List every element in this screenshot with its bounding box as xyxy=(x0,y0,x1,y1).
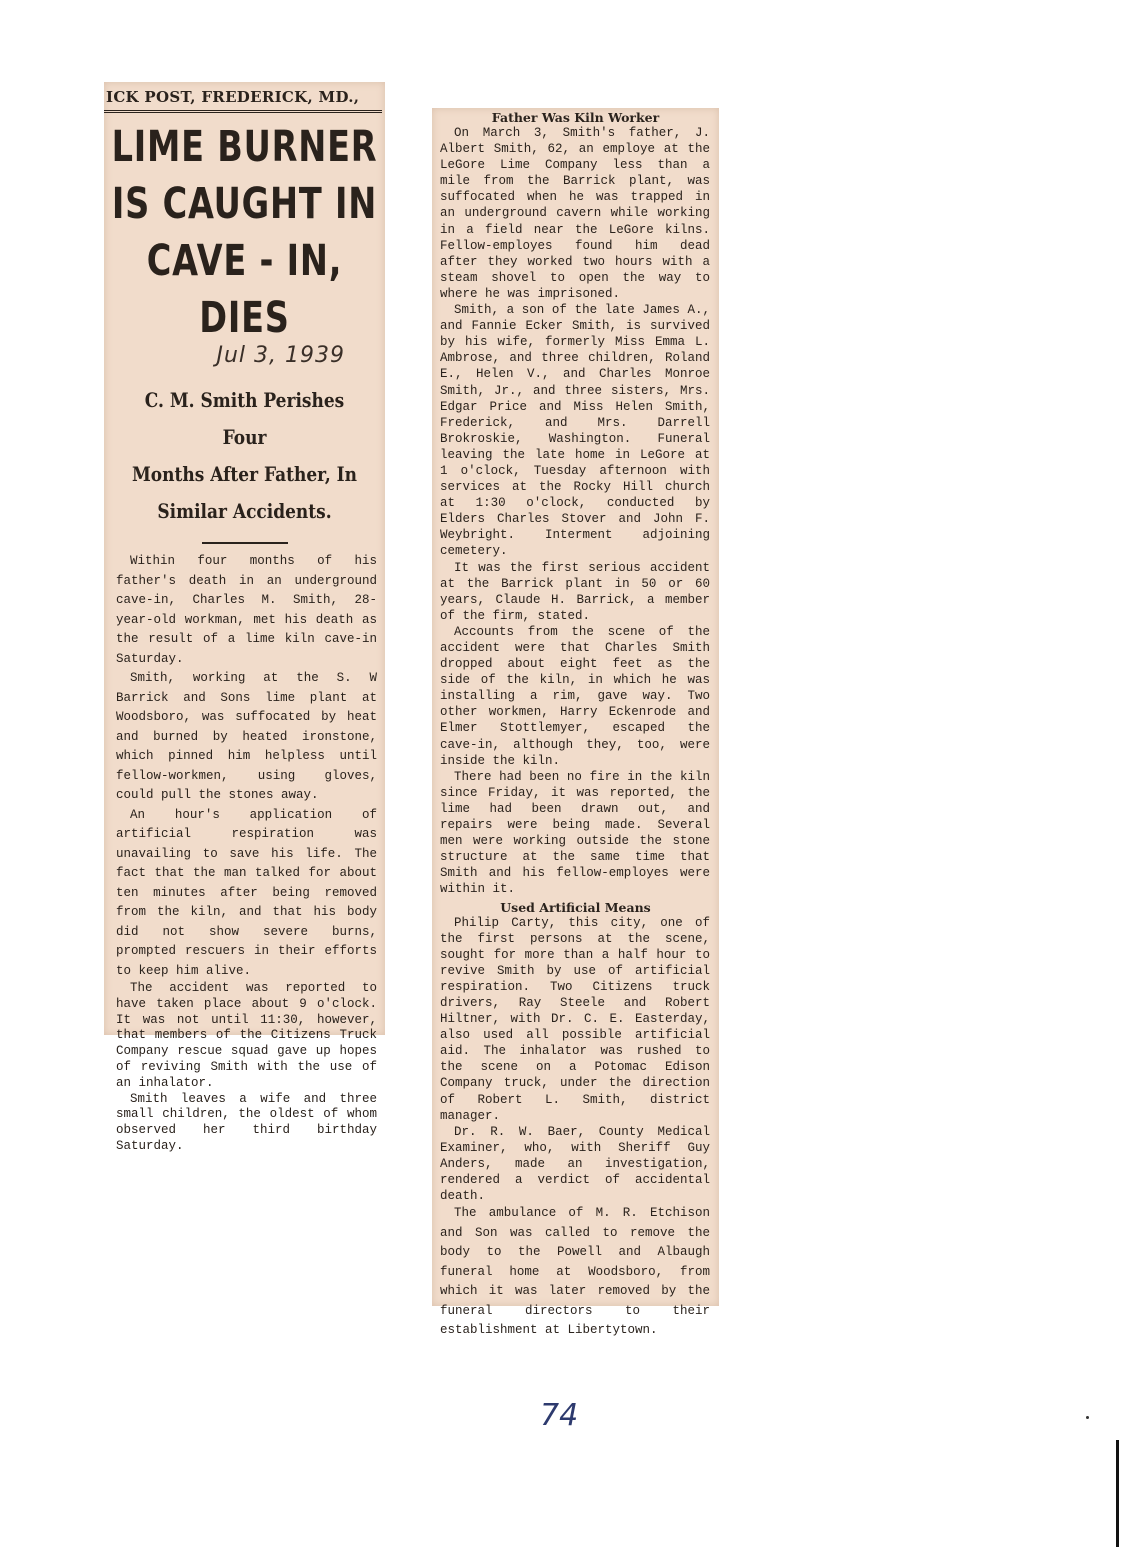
paragraph: Smith, a son of the late James A., and Fannie Ecker Smith, is survived by his wife, formerly Miss Emma L. Ambrose, and three children, Roland E., Helen V., and Charles Monroe Smith, Jr., and three sisters, Mrs. Edgar Price and Miss Helen Smith, Frederick, and Mrs. Darrell Brokroskie, Washington. Funeral leaving the late home in LeGore at 1 o'clock, Tuesday afternoon with services at the Rocky Hill church at 1:30 o'clock, conducted by Elders Charles Stover and John F. Weybright. Interment adjoining cemetery. xyxy=(440,303,710,559)
right-clipping xyxy=(432,108,719,1338)
subhead-line: Months After Father, In xyxy=(131,462,358,486)
paragraph: Accounts from the scene of the accident were that Charles Smith dropped about eight feet as the side of the kiln, in which he was installing a rim, gave way. Two other workmen, Harry Eckenrode and Elmer Stottlemyer, escaped the cave-in, although they, too, were inside the kiln. xyxy=(440,624,710,768)
paragraph: Dr. R. W. Baer, County Medical Examiner, who, with Sheriff Guy Anders, made an investigation, rendered a verdict of accidental death. xyxy=(440,1124,710,1204)
left-clipping xyxy=(104,82,385,1153)
paragraph: There had been no fire in the kiln since Friday, it was reported, the lime had been drawn out, and repairs were being made. Several men were working outside the stone structure at the same time that Smith and his fellow-employes were within it. xyxy=(440,769,710,897)
paragraph: It was the first serious accident at the Barrick plant in 50 or 60 years, Claude H. Barrick, a member of the firm, stated. xyxy=(440,560,710,623)
subhead-line: C. M. Smith Perishes Four xyxy=(144,388,345,449)
paragraph: Philip Carty, this city, one of the first persons at the scene, sought for more than a half hour to revive Smith by use of artificial respiration. Two Citizens truck drivers, Ray Steele and Robert Hiltner, with Dr. C. E. Easterday, also used all possible artificial aid. The inhalator was rushed to the scene on a Potomac Edison Company truck, under the direction of Robert L. Smith, district manager. xyxy=(440,915,710,1123)
headline-line: LIME BURNER xyxy=(111,122,378,172)
article-body xyxy=(104,552,385,981)
page-number: 74 xyxy=(540,1398,579,1433)
masthead: ICK POST, FREDERICK, MD., xyxy=(104,82,382,113)
article-body-continued xyxy=(104,981,385,1155)
section-heading: Father Was Kiln Worker xyxy=(491,110,660,125)
article-body-end xyxy=(432,1204,719,1341)
paragraph: The ambulance of M. R. Etchison and Son was called to remove the body to the Powell and Albaugh funeral home at Woodsboro, from which it was later removed by the funeral directors to their establishment at Libertytown. xyxy=(440,1206,710,1338)
paragraph: An hour's application of artificial respiration was unavailing to save his life. The fact that the man talked for about ten minutes after being removed from the kiln, and that his body did not show severe burns, prompted rescuers in their efforts to keep him alive. xyxy=(116,807,377,978)
headline-line: IS CAUGHT IN xyxy=(111,179,378,229)
paragraph: Smith leaves a wife and three small children, the oldest of whom observed her third birthday Saturday. xyxy=(116,1091,377,1153)
paragraph: The accident was reported to have taken place about 9 o'clock. It was not until 11:30, however, that members of the Citizens Truck Company rescue squad gave up hopes of reviving Smith with the use of an inhalator. xyxy=(116,981,377,1090)
headline xyxy=(112,119,378,347)
article-body xyxy=(432,915,719,1205)
paragraph: Smith, working at the S. W Barrick and Sons lime plant at Woodsboro, was suffocated by heat and burned by heated ironstone, which pinned him helpless until fellow-workmen, using gloves, could pull the stones away. xyxy=(116,671,377,802)
scan-speck xyxy=(1086,1416,1089,1419)
scan-edge-mark xyxy=(1116,1440,1119,1547)
paragraph: Within four months of his father's death in an underground cave-in, Charles M. Smith, 28-year-old workman, met his death as the result of a lime kiln cave-in Saturday. xyxy=(116,554,377,666)
article-body xyxy=(432,125,719,898)
headline-line: CAVE - IN, DIES xyxy=(146,236,343,343)
handwritten-date: Jul 3, 1939 xyxy=(216,343,345,368)
section-heading: Used Artificial Means xyxy=(500,899,651,915)
divider xyxy=(202,542,288,544)
subhead-line: Similar Accidents. xyxy=(157,499,332,523)
paragraph: On March 3, Smith's father, J. Albert Smith, 62, an employe at the LeGore Lime Company less than a mile from the Barrick plant, was suffocated when he was trapped in an underground cavern while working in a field near the LeGore kilns. Fellow-employes found him dead after they worked two hours with a steam shovel to open the way to where he was imprisoned. xyxy=(440,126,710,301)
subhead xyxy=(127,382,362,530)
